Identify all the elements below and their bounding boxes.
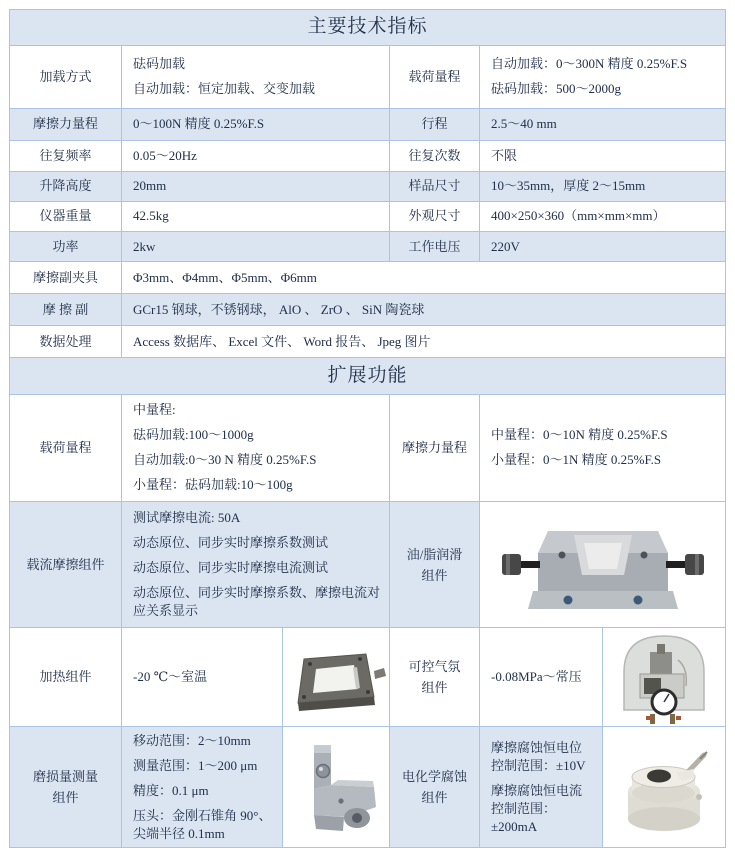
row-label [390, 628, 480, 726]
wear-measurement-probe-photo [283, 727, 390, 847]
row-label: 载荷量程 [10, 395, 122, 501]
table-row [10, 232, 725, 262]
table-row [10, 262, 725, 294]
table-row [10, 46, 725, 109]
table-row [10, 202, 725, 233]
vise-fixture-illustration [500, 509, 706, 621]
spec-table [9, 9, 726, 848]
value-line: 2.5～40 mm [491, 116, 557, 132]
table-row [10, 326, 725, 358]
table-row [10, 502, 725, 629]
row-label: 摩擦力量程 [10, 109, 122, 140]
table-row [10, 628, 725, 727]
row-value [122, 294, 725, 325]
row-value [122, 326, 725, 357]
value-line: 动态原位、同步实时摩擦电流测试 [133, 560, 329, 575]
label-line: 组件 [421, 790, 448, 806]
value-line: 砝码加载：500～2000g [491, 81, 622, 97]
value-line: -0.08MPa～常压 [491, 669, 582, 685]
row-value [122, 202, 390, 232]
table-row [10, 172, 725, 202]
label-line: 组件 [52, 790, 79, 806]
row-label: 行程 [390, 109, 480, 140]
value-line: 动态原位、同步实时摩擦系数、摩擦电流对应关系显示 [133, 585, 381, 618]
value-line: 测试摩擦电流: 50A [133, 510, 241, 525]
value-line: Φ3mm、Φ4mm、Φ5mm、Φ6mm [133, 269, 317, 285]
row-value [122, 232, 390, 261]
row-label: 摩 擦 副 [10, 294, 122, 325]
table-row [10, 294, 725, 326]
row-value [122, 46, 390, 108]
controlled-atmosphere-chamber-photo [603, 628, 725, 726]
value-line: -20 ℃～室温 [133, 669, 208, 685]
extended-title-row [10, 358, 725, 395]
row-value [480, 202, 725, 232]
value-line: 移动范围：2～10mm [133, 732, 251, 748]
value-line: 220V [491, 238, 520, 254]
value-line: 400×250×360（mm×mm×mm） [491, 208, 666, 224]
value-line: 压头：金刚石锥角 90°、尖端半径 0.1mm [133, 807, 272, 841]
row-value [122, 727, 283, 847]
oil-grease-lubrication-fixture-photo [480, 502, 725, 628]
value-line: 0.05～20Hz [133, 147, 197, 163]
row-value [122, 502, 390, 628]
row-value [480, 628, 603, 726]
value-line: 中量程: [133, 402, 176, 418]
value-line: 20mm [133, 178, 167, 194]
row-label: 工作电压 [390, 232, 480, 261]
row-value [480, 172, 725, 201]
value-line: 0～100N 精度 0.25%F.S [133, 116, 265, 132]
table-row [10, 109, 725, 141]
row-value [122, 262, 725, 293]
main-title-row [10, 10, 725, 46]
corrosion-cell-illustration [607, 731, 721, 843]
row-value [480, 395, 725, 501]
value-line: 中量程：0～10N 精度 0.25%F.S [491, 427, 668, 443]
table-row [10, 141, 725, 172]
row-label: 往复次数 [390, 141, 480, 171]
value-line: 自动加载：恒定加载、交变加载 [133, 81, 316, 97]
row-label: 加热组件 [10, 628, 122, 726]
value-line: Access 数据库、 Excel 文件、 Word 报告、 Jpeg 图片 [133, 333, 431, 349]
row-label: 仪器重量 [10, 202, 122, 232]
value-line: 精度：0.1 μm [133, 782, 209, 798]
label-line: 油/脂润滑 [406, 546, 463, 562]
value-line: 小量程：0～1N 精度 0.25%F.S [491, 452, 662, 468]
row-value [480, 141, 725, 171]
heating-plate-illustration [286, 631, 386, 723]
electrochemical-corrosion-cell-photo [603, 727, 725, 847]
row-label [10, 727, 122, 847]
value-line: 自动加载：0～300N 精度 0.25%F.S [491, 56, 688, 72]
row-label: 载流摩擦组件 [10, 502, 122, 628]
value-line: GCr15 钢球，不锈钢球， AlO 、 ZrO 、 SiN 陶瓷球 [133, 301, 425, 317]
row-label: 往复频率 [10, 141, 122, 171]
bell-jar-illustration [608, 630, 720, 724]
row-label: 样品尺寸 [390, 172, 480, 201]
heating-plate-photo [283, 628, 390, 726]
value-line: 2kw [133, 238, 156, 254]
row-label: 载荷量程 [390, 46, 480, 108]
label-line: 组件 [421, 567, 448, 583]
row-value [122, 109, 390, 140]
table-row [10, 727, 725, 847]
row-label: 外观尺寸 [390, 202, 480, 232]
extended-title: 扩展功能 [10, 358, 725, 394]
row-label: 升降高度 [10, 172, 122, 201]
value-line: 测量范围：1～200 μm [133, 757, 258, 773]
label-line: 可控气氛 [408, 659, 461, 675]
row-label: 功率 [10, 232, 122, 261]
row-label: 摩擦力量程 [390, 395, 480, 501]
row-label [390, 727, 480, 847]
value-line: 不限 [491, 147, 518, 163]
value-line: 摩擦腐蚀恒电流控制范围：±200mA [491, 782, 583, 834]
value-line: 自动加载:0～30 N 精度 0.25%F.S [133, 452, 317, 468]
wear-probe-illustration [286, 731, 386, 843]
row-value [480, 727, 603, 847]
value-line: 摩擦腐蚀恒电位控制范围：±10V [491, 739, 586, 773]
value-line: 砝码加载:100～1000g [133, 427, 254, 443]
row-value [480, 46, 725, 108]
value-line: 砝码加载 [133, 56, 186, 72]
value-line: 动态原位、同步实时摩擦系数测试 [133, 535, 329, 550]
row-label [390, 502, 480, 628]
main-title: 主要技术指标 [10, 10, 725, 45]
row-value [122, 141, 390, 171]
row-value [122, 628, 283, 726]
table-row [10, 395, 725, 502]
label-line: 电化学腐蚀 [401, 769, 467, 785]
label-line: 磨损量测量 [32, 769, 98, 785]
value-line: 42.5kg [133, 208, 169, 224]
row-value [480, 232, 725, 261]
value-line: 10～35mm，厚度 2～15mm [491, 178, 646, 194]
label-line: 组件 [421, 680, 448, 696]
row-value [122, 172, 390, 201]
row-label: 加载方式 [10, 46, 122, 108]
value-line: 小量程：砝码加载:10～100g [133, 477, 293, 493]
row-label: 数据处理 [10, 326, 122, 357]
row-label: 摩擦副夹具 [10, 262, 122, 293]
row-value [480, 109, 725, 140]
row-value [122, 395, 390, 501]
